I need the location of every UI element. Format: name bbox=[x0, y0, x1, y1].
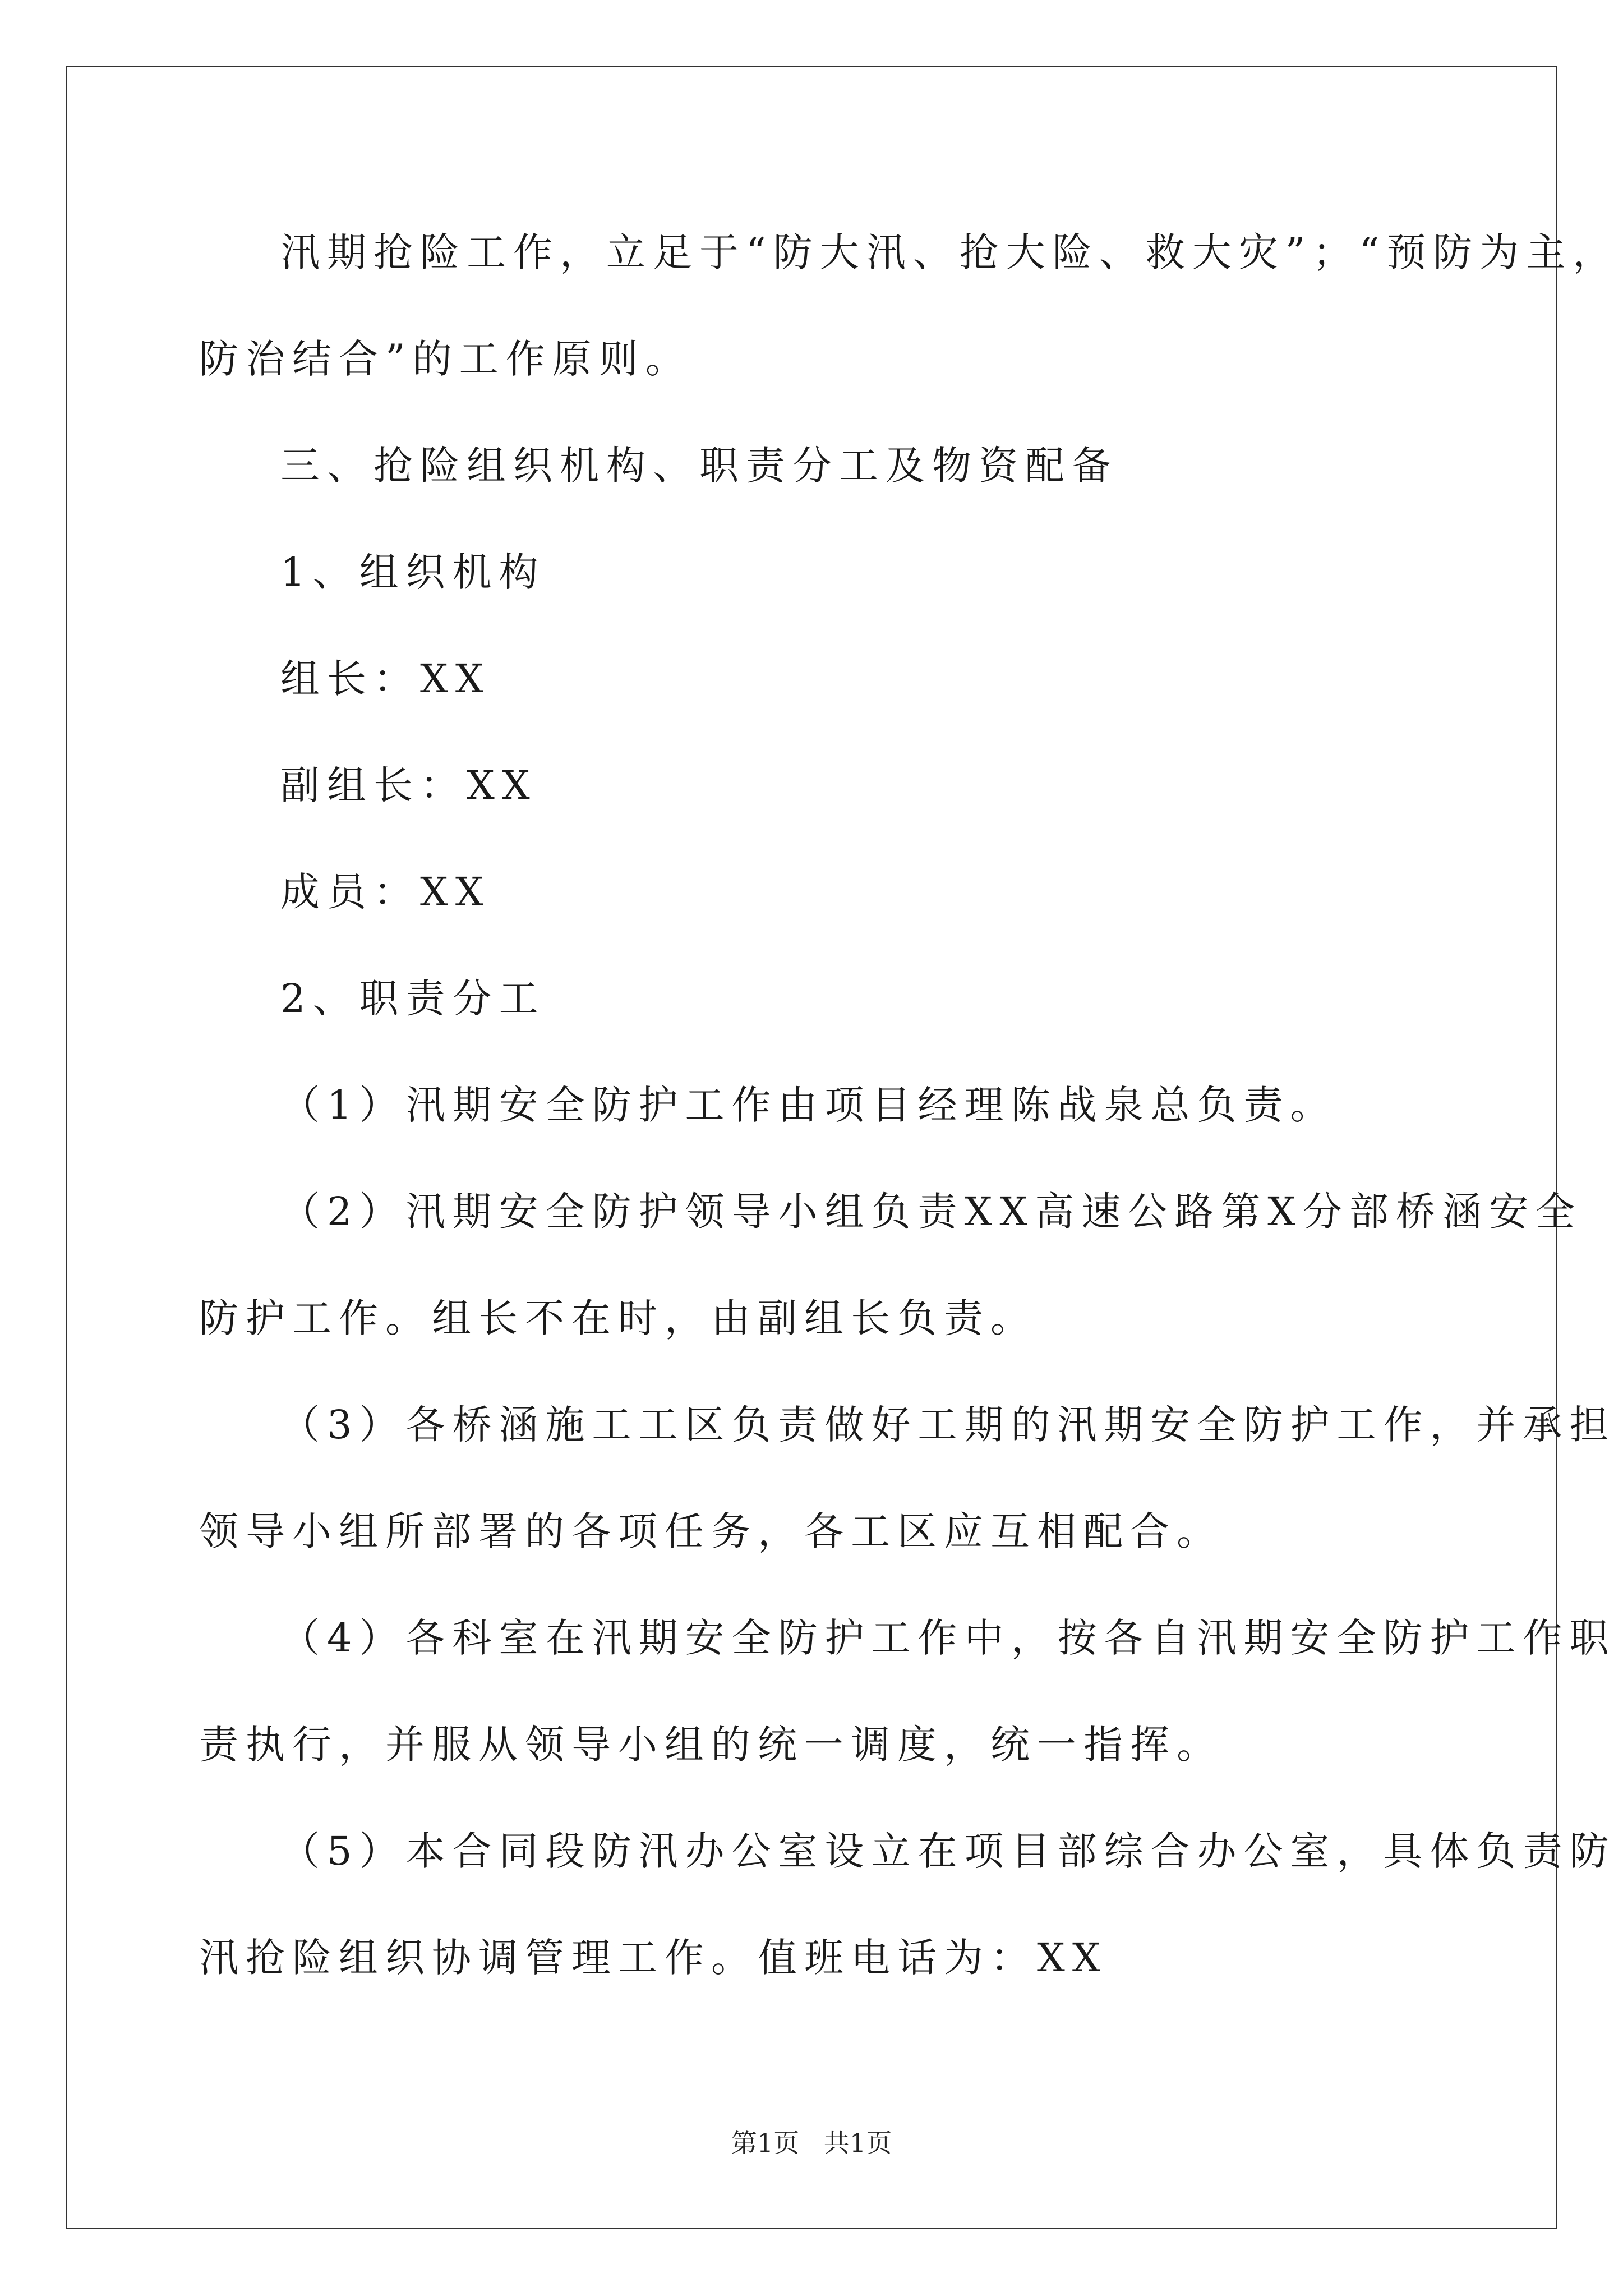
paragraph-line: （3）各桥涵施工工区负责做好工期的汛期安全防护工作，并承担 bbox=[280, 1402, 1616, 1448]
paragraph-line: 组长：XX bbox=[280, 656, 491, 702]
paragraph-line: 责执行，并服从领导小组的统一调度，统一指挥。 bbox=[199, 1722, 1223, 1768]
page-number-footer: 第1页 共1页 bbox=[731, 2128, 892, 2158]
paragraph-line: 汛抢险组织协调管理工作。值班电话为：XX bbox=[199, 1935, 1108, 1981]
paragraph-line: （4）各科室在汛期安全防护工作中，按各自汛期安全防护工作职 bbox=[280, 1615, 1616, 1661]
subsection-heading: 2、职责分工 bbox=[280, 976, 546, 1022]
paragraph-line: （5）本合同段防汛办公室设立在项目部综合办公室，具体负责防 bbox=[280, 1828, 1616, 1874]
paragraph-line: 领导小组所部署的各项任务，各工区应互相配合。 bbox=[199, 1508, 1223, 1554]
paragraph-line: 成员：XX bbox=[280, 869, 491, 915]
section-heading: 三、抢险组织机构、职责分工及物资配备 bbox=[280, 443, 1118, 489]
paragraph-line: 汛期抢险工作，立足于“防大汛、抢大险、救大灾”；“预防为主， bbox=[280, 229, 1620, 275]
subsection-heading: 1、组织机构 bbox=[280, 549, 546, 595]
paragraph-line: （1）汛期安全防护工作由项目经理陈战泉总负责。 bbox=[280, 1082, 1337, 1128]
paragraph-line: 防护工作。组长不在时，由副组长负责。 bbox=[199, 1295, 1037, 1341]
paragraph-line: （2）汛期安全防护领导小组负责XX高速公路第X分部桥涵安全 bbox=[280, 1189, 1583, 1235]
paragraph-line: 副组长：XX bbox=[280, 762, 537, 808]
paragraph-line: 防治结合”的工作原则。 bbox=[199, 336, 692, 382]
page-border bbox=[66, 66, 1557, 2229]
